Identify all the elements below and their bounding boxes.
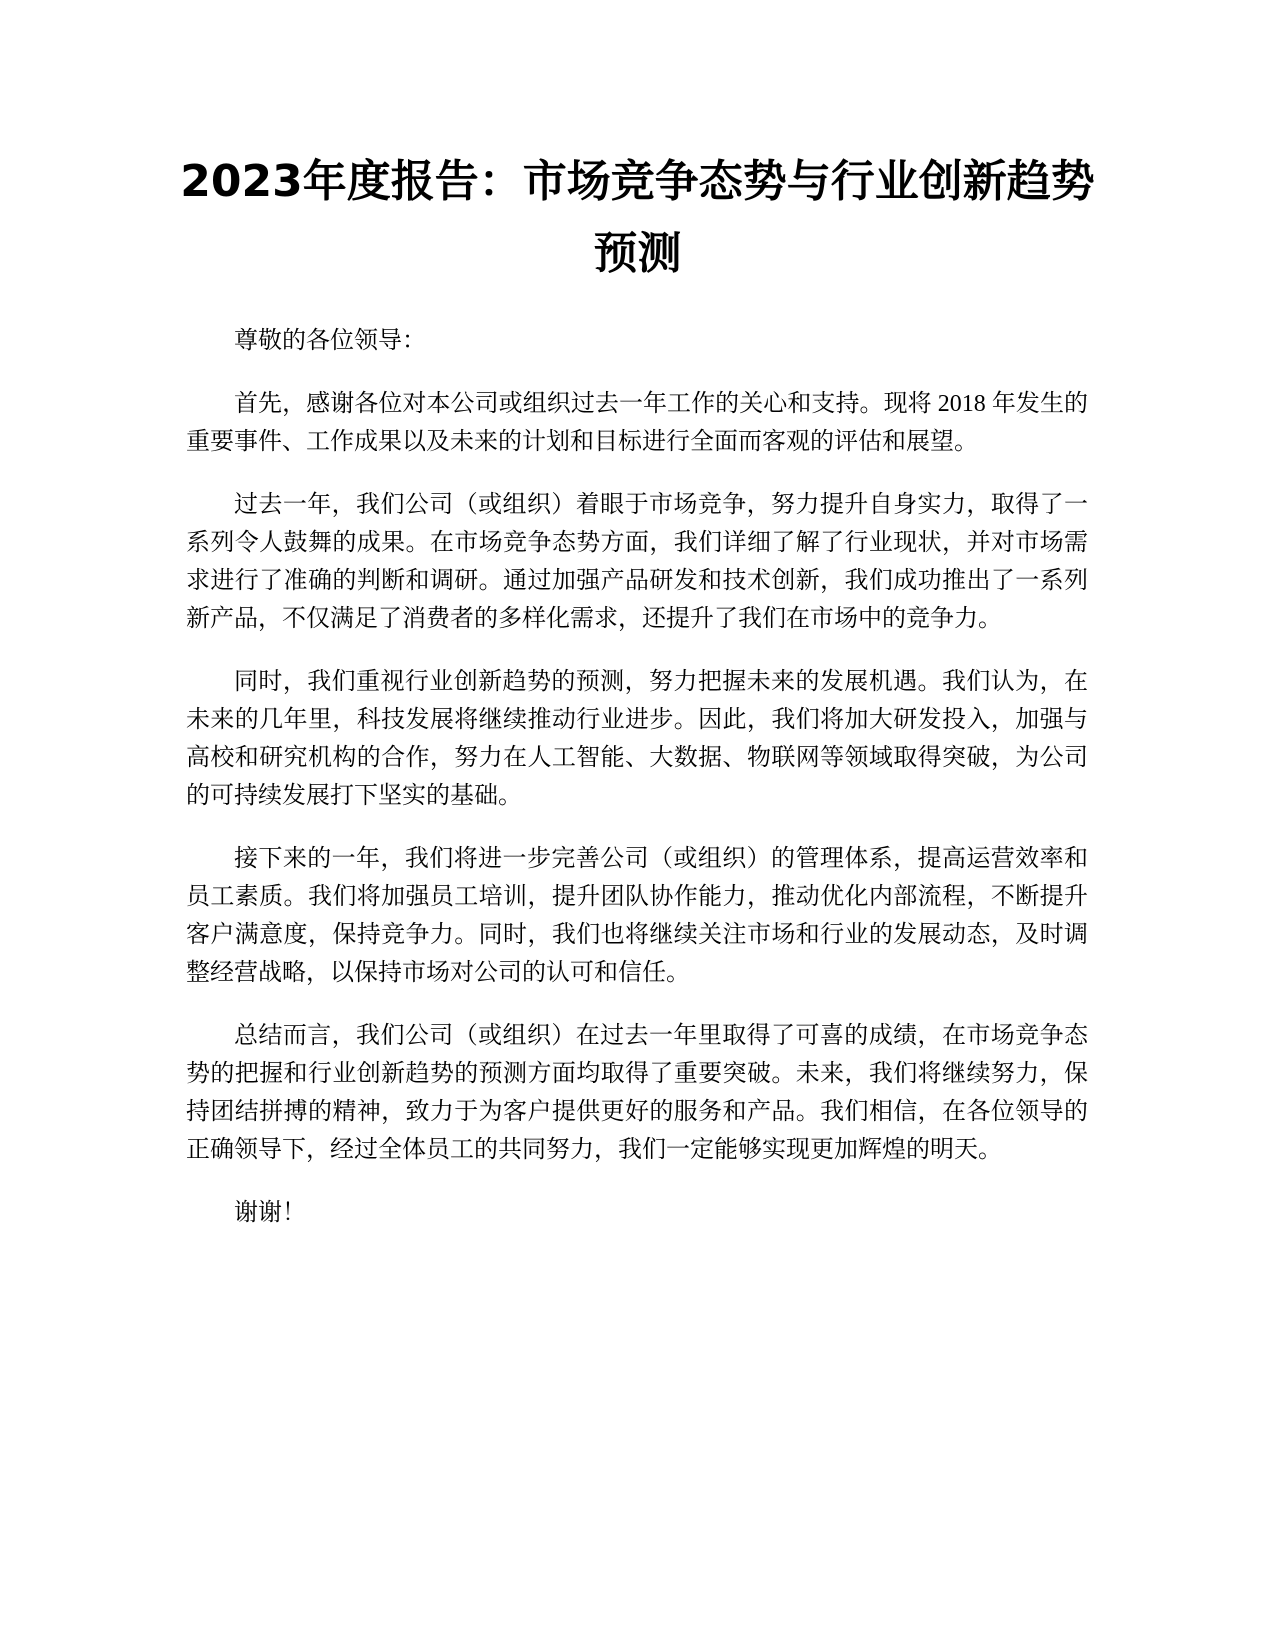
paragraph-intro: 首先，感谢各位对本公司或组织过去一年工作的关心和支持。现将 2018 年发生的重要事件、工作成果以及未来的计划和目标进行全面而客观的评估和展望。	[186, 391, 1088, 455]
paragraph-innovation-trends: 同时，我们重视行业创新趋势的预测，努力把握未来的发展机遇。我们认为，在未来的几年里，科技发展将继续推动行业进步。因此，我们将加大研发投入，加强与高校和研究机构的合作，努力在人工智能、大数据、物联网等领域取得突破，为公司的可持续发展打下坚实的基础。	[186, 669, 1088, 809]
closing: 谢谢！	[234, 1200, 306, 1226]
document-title: 2023年度报告：市场竞争态势与行业创新趋势预测	[180, 156, 1095, 279]
paragraph-summary: 总结而言，我们公司（或组织）在过去一年里取得了可喜的成绩，在市场竞争态势的把握和行业创新趋势的预测方面均取得了重要突破。未来，我们将继续努力，保持团结拼搏的精神，致力于为客户提供更好的服务和产品。我们相信，在各位领导的正确领导下，经过全体员工的共同努力，我们一定能够实现更加辉煌的明天。	[186, 1023, 1088, 1163]
paragraph-next-year-plan: 接下来的一年，我们将进一步完善公司（或组织）的管理体系，提高运营效率和员工素质。我们将加强员工培训，提升团队协作能力，推动优化内部流程，不断提升客户满意度，保持竞争力。同时，我们也将继续关注市场和行业的发展动态，及时调整经营战略，以保持市场对公司的认可和信任。	[186, 846, 1088, 986]
paragraph-market-competition: 过去一年，我们公司（或组织）着眼于市场竞争，努力提升自身实力，取得了一系列令人鼓舞的成果。在市场竞争态势方面，我们详细了解了行业现状，并对市场需求进行了准确的判断和调研。通过加强产品研发和技术创新，我们成功推出了一系列新产品，不仅满足了消费者的多样化需求，还提升了我们在市场中的竞争力。	[186, 492, 1088, 632]
document-body	[186, 322, 1088, 1257]
salutation: 尊敬的各位领导：	[234, 328, 426, 354]
